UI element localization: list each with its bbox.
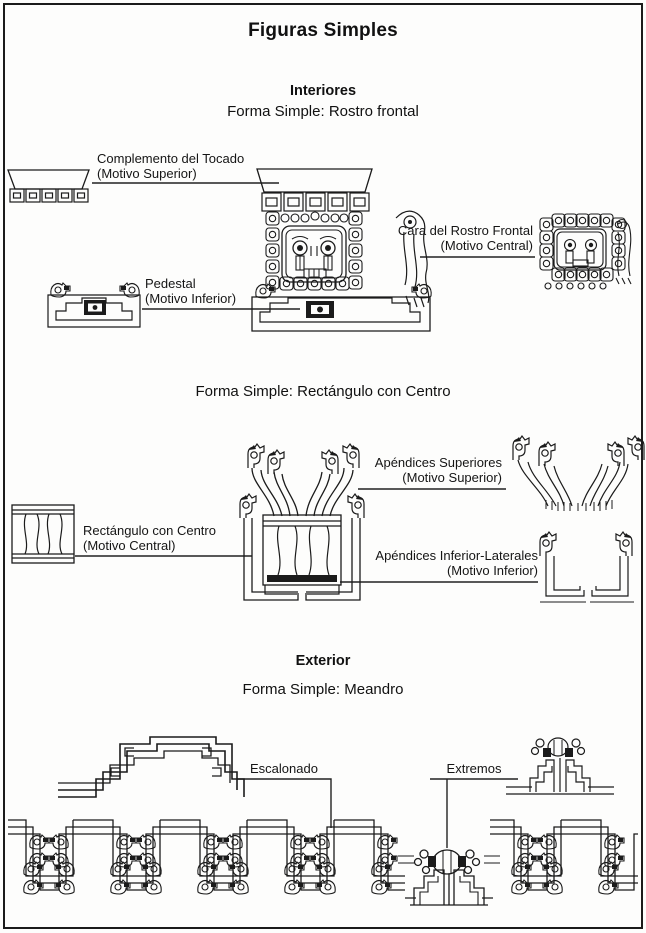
rectangulo-small-drawing (12, 505, 74, 563)
label-complemento-del-tocado: Complemento del Tocado (Motivo Superior) (97, 151, 245, 181)
subtitle-rostro-frontal: Forma Simple: Rostro frontal (227, 103, 419, 120)
complemento-small-drawing (8, 170, 89, 202)
section-heading-exterior: Exterior (295, 653, 351, 669)
extremos-small-drawing (506, 738, 614, 794)
label-cara-del-rostro-frontal: Cara del Rostro Frontal (Motivo Central) (397, 223, 533, 253)
cara-small-drawing (540, 214, 631, 289)
escalonado-drawing (58, 737, 244, 797)
label-apendices-inferior-laterales: Apéndices Inferior-Laterales (Motivo Inferior) (375, 548, 538, 578)
apendices-superiores-drawing (513, 436, 644, 511)
label-extremos: Extremos (446, 761, 502, 776)
apendices-inferior-laterales-drawing (540, 532, 634, 602)
label-rectangulo-con-centro: Rectángulo con Centro (Motivo Central) (83, 523, 216, 553)
pedestal-small-drawing (48, 283, 140, 327)
label-apendices-superiores: Apéndices Superiores (Motivo Superior) (374, 455, 502, 485)
rectangulo-centro-drawing (240, 444, 364, 600)
subtitle-meandro: Forma Simple: Meandro (242, 681, 404, 698)
page-title: Figuras Simples (248, 20, 398, 41)
label-pedestal: Pedestal (Motivo Inferior) (145, 276, 237, 306)
label-escalonado: Escalonado (250, 761, 318, 776)
subtitle-rectangulo-con-centro: Forma Simple: Rectángulo con Centro (195, 383, 451, 400)
section-heading-interiores: Interiores (289, 83, 357, 99)
meandro-band-drawing (0, 820, 646, 905)
